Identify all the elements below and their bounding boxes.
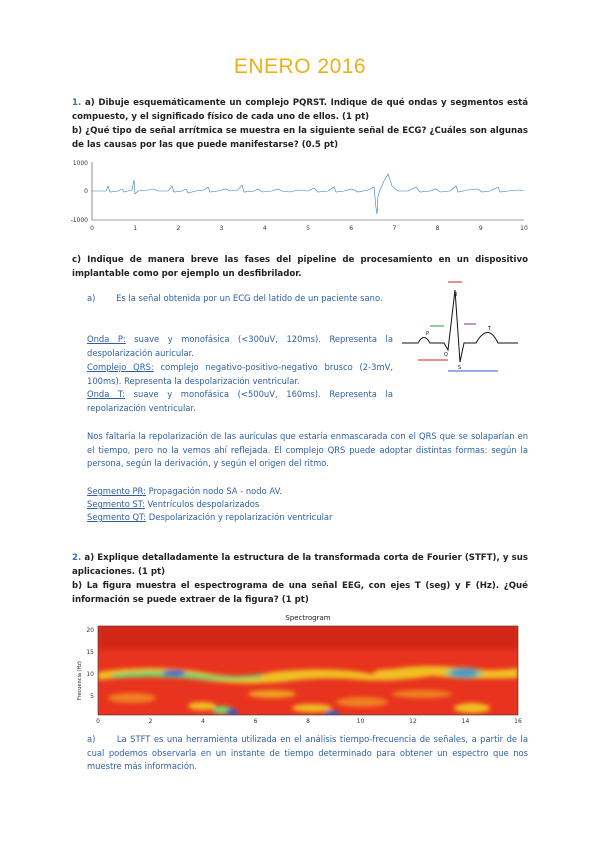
spectrogram-xtick: 2 — [148, 718, 153, 725]
ecg-xtick: 4 — [262, 225, 267, 232]
ecg-xtick: 10 — [520, 225, 528, 232]
ecg-ytick: -1000 — [70, 217, 88, 224]
question-1c: c) Indique de manera breve las fases del pipeline de procesamiento en un dispositivo implantable como por ejemplo un desfibrilador. — [72, 255, 528, 279]
answer-2 — [87, 733, 528, 774]
spectrogram-image — [98, 626, 518, 717]
spectrogram-xtick: 0 — [96, 718, 100, 725]
onda-p-label: Onda P: — [87, 334, 126, 344]
spectrogram-xtick: 8 — [306, 718, 310, 725]
ecg-plot — [68, 156, 530, 238]
question-2a-text: a) Explique detalladamente la estructura de la transformada corta de Fourier (STFT), y sus aplicaciones. (1 pt) — [72, 553, 528, 577]
spectrogram-ytick: 20 — [86, 627, 94, 634]
onda-p-text: suave y monofásica (<300uV, 120ms). Representa la despolarización auricular. — [87, 334, 394, 358]
ecg-xtick: 2 — [176, 225, 181, 232]
spectrogram-xtick: 6 — [253, 718, 258, 725]
question-2a — [72, 551, 528, 579]
onda-t-label: Onda T: — [87, 389, 126, 399]
seg-qt-label: Segmento QT: — [87, 512, 147, 522]
s-label: S — [458, 365, 462, 371]
qrs-label: Complejo QRS: — [87, 362, 154, 372]
spectrogram-xtick: 14 — [461, 718, 470, 725]
page-title: ENERO 2016 — [233, 55, 367, 78]
answer-onda-p — [87, 333, 393, 360]
spectrogram-xtick: 4 — [201, 718, 205, 725]
question-1a-text: a) Dibuje esquemáticamente un complejo PQRST. Indique de qué ondas y segmentos está compuesto, y el significado físico de cada uno de ellos. (1 pt) — [72, 98, 528, 122]
pqrst-diagram — [400, 280, 520, 380]
r-label: R — [454, 292, 458, 298]
question-2b: b) La figura muestra el espectrograma de una señal EEG, con ejes T (seg) y F (Hz). ¿Qué información se puede extraer de la figura? (1 pt) — [72, 581, 528, 605]
qrs-text: complejo negativo-positivo-negativo brusco (2-3mV, 100ms). Representa la despolarización ventricular. — [87, 362, 393, 386]
answer-1-label: a) — [87, 293, 96, 303]
seg-pr-text: Propagación nodo SA - nodo AV. — [145, 486, 282, 496]
seg-st-text: Ventrículos despolarizados — [144, 499, 260, 509]
answer-qrs — [87, 361, 393, 388]
spectrogram-xtick: 16 — [514, 718, 522, 725]
ecg-xtick: 6 — [349, 225, 354, 232]
question-1b: b) ¿Qué tipo de señal arrítmica se muestra en la siguiente señal de ECG? ¿Cuáles son algunas de las causas por las que puede manifestarse? (0.5 pt) — [72, 126, 528, 150]
answer-1-extra: Nos faltaría la repolarización de las aurículas que estaría enmascarada con el QRS que se solaparían en el tiempo, pero no la vemos ahí reflejada. El complejo QRS puede adoptar distintas formas: según la persona, según la derivación, y según el origen del ritmo. — [87, 431, 528, 468]
seg-st-label: Segmento ST: — [87, 499, 145, 509]
answer-2-label: a) — [87, 734, 96, 744]
ecg-xtick: 3 — [219, 225, 224, 232]
q-label: Q — [444, 352, 448, 358]
seg-pr-label: Segmento PR: — [87, 486, 146, 496]
ecg-xtick: 0 — [90, 225, 94, 232]
seg-qt-text: Despolarización y repolarización ventricular — [146, 512, 333, 522]
answer-2-text: La STFT es una herramienta utilizada en el análisis tiempo-frecuencia de señales, a partir de la cual podemos observarla en un instante de tiempo determinado para obtener un espectro que nos muestre más información. — [87, 734, 528, 771]
ecg-xtick: 8 — [435, 225, 440, 232]
answer-seg-qt — [87, 511, 528, 525]
spectrogram-ytick: 15 — [86, 649, 94, 656]
ecg-ytick: 1000 — [72, 160, 88, 167]
spectrogram-xtick: 10 — [356, 718, 365, 725]
question-1a — [72, 96, 528, 124]
ecg-xtick: 5 — [306, 225, 310, 232]
ecg-xtick: 1 — [133, 225, 138, 232]
answer-seg-st — [87, 498, 528, 512]
spectrogram-ylabel: Frecuencia (Hz) — [77, 661, 83, 700]
ecg-trace — [92, 174, 524, 214]
spectrogram — [72, 610, 528, 728]
pqrst-waveform — [402, 290, 518, 362]
ecg-xtick: 9 — [478, 225, 483, 232]
answer-seg-pr — [87, 485, 528, 499]
t-label: T — [488, 326, 492, 332]
spectrogram-title: Spectrogram — [285, 614, 331, 622]
spectrogram-xtick: 12 — [409, 718, 417, 725]
onda-t-text: suave y monofásica (<500uV, 160ms). Representa la repolarización ventricular. — [87, 389, 394, 413]
answer-1-intro-text: Es la señal obtenida por un ECG del latido de un paciente sano. — [116, 293, 383, 303]
answer-1-intro — [87, 292, 393, 306]
question-2-number: 2. — [72, 553, 82, 563]
spectrogram-ytick: 10 — [86, 671, 94, 678]
ecg-xtick: 7 — [392, 225, 397, 232]
answer-onda-t — [87, 388, 393, 415]
spectrogram-ytick: 5 — [90, 693, 94, 700]
p-label: P — [426, 331, 430, 337]
question-1-number: 1. — [72, 98, 82, 108]
ecg-ytick: 0 — [84, 188, 88, 195]
